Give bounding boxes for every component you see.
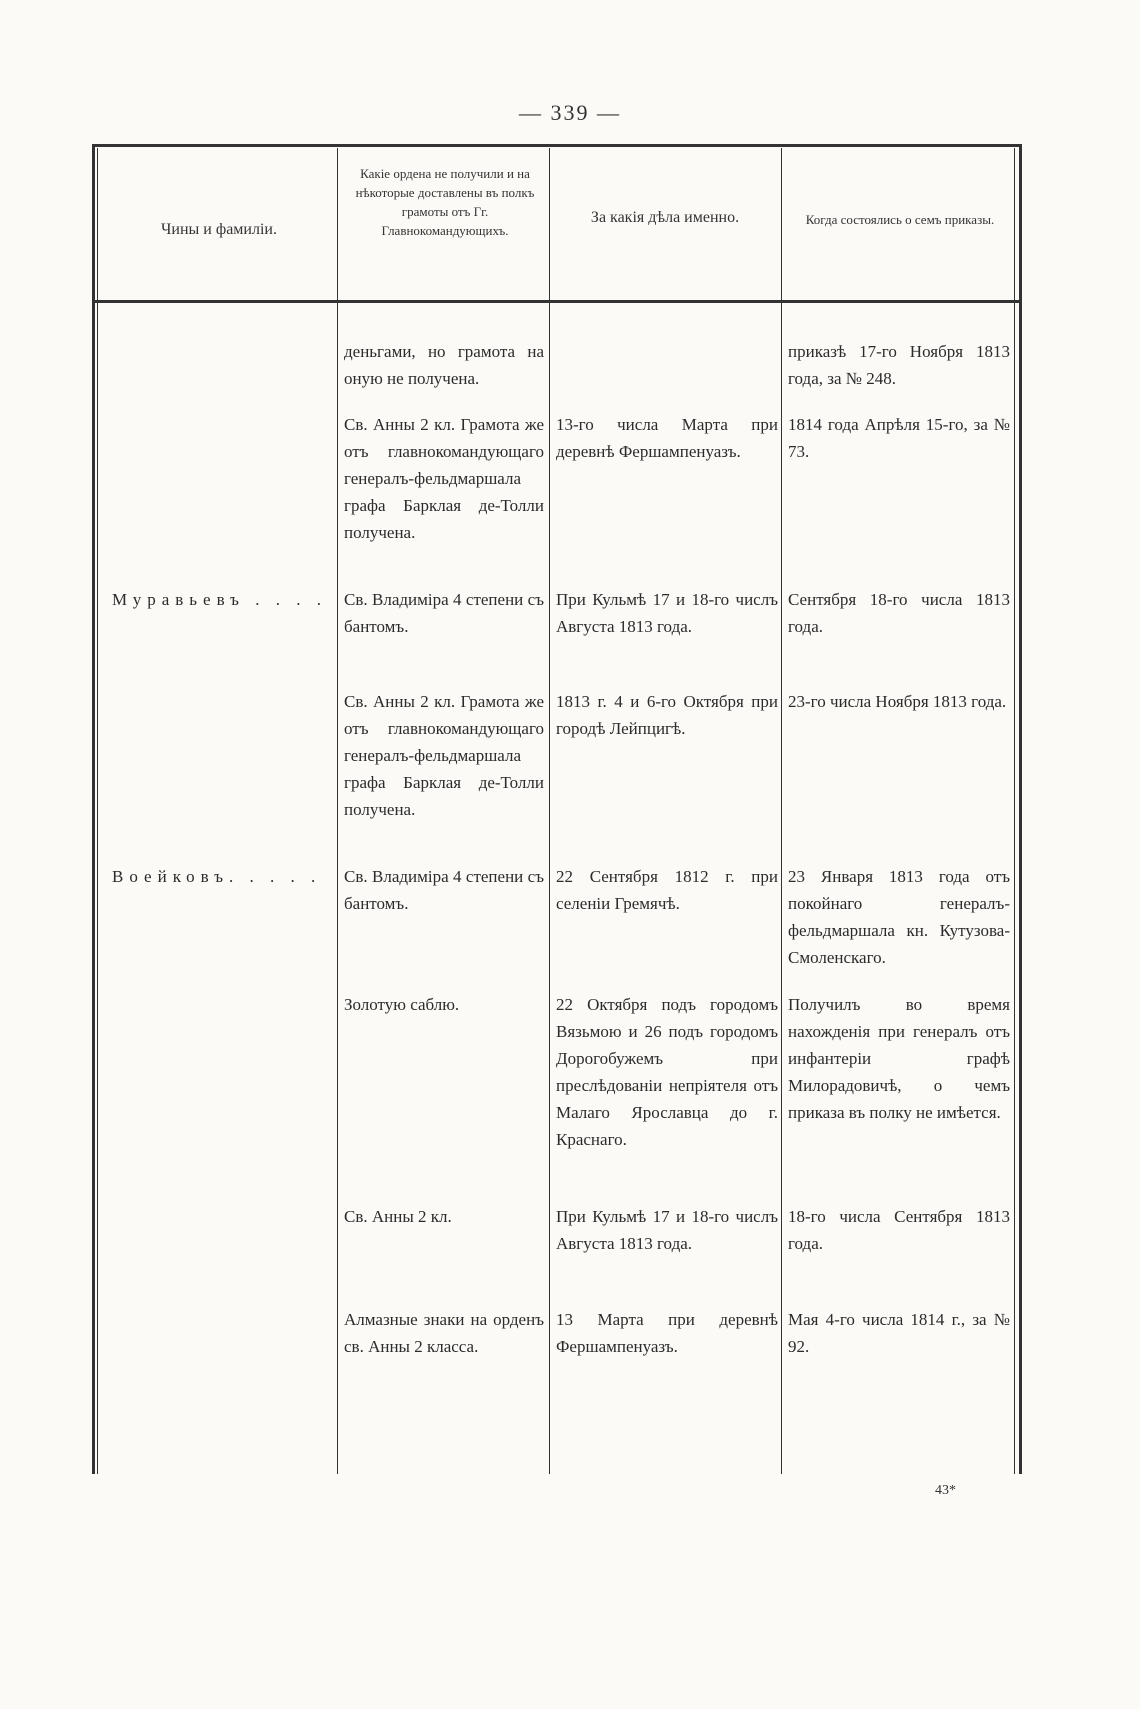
row-5-deed: 22 Октября подъ городомъ Вязьмою и 26 подъ городомъ Дорогобужемъ при преслѣдованіи непріятеля отъ Малаго Ярославца до г. Краснаго. <box>556 995 778 1149</box>
row-7-when: Мая 4-го числа 1814 г., за № 92. <box>788 1310 1010 1356</box>
row-2-name: Муравьевъ . . . . <box>112 590 327 609</box>
row-2-when: Сентября 18-го числа 1813 года. <box>788 590 1010 636</box>
row-1-order: Св. Анны 2 кл. Грамота же отъ главнокомандующаго генералъ-фельдмаршала графа Барклая де-Толли получена. <box>344 415 544 542</box>
table-right-inner-border <box>1014 148 1015 1474</box>
row-5-order: Золотую саблю. <box>344 995 460 1014</box>
header-when: Когда состоялись о семъ приказы. <box>805 212 995 227</box>
col-separator-2 <box>549 148 550 1474</box>
table-top-border <box>92 144 1022 147</box>
header-divider <box>92 300 1022 303</box>
row-7-order: Алмазные знаки на орденъ св. Анны 2 класса. <box>344 1310 544 1356</box>
row-3-when: 23-го числа Ноября 1813 года. <box>788 692 1007 711</box>
row-2-order: Св. Владиміра 4 степени съ бантомъ. <box>344 590 544 636</box>
col-separator-3 <box>781 148 782 1474</box>
col-separator-1 <box>337 148 338 1474</box>
orders-table <box>100 158 1010 1471</box>
row-2-deed: При Кульмѣ 17 и 18-го числъ Августа 1813 года. <box>556 590 778 636</box>
row-0-when: приказѣ 17-го Ноября 1813 года, за № 248. <box>788 342 1010 388</box>
row-3-order: Св. Анны 2 кл. Грамота же отъ главнокомандующаго генералъ-фельдмаршала графа Барклая де-Толли получена. <box>344 692 544 819</box>
row-1-deed: 13-го числа Марта при деревнѣ Фершампенуазъ. <box>556 415 778 461</box>
row-6-deed: При Кульмѣ 17 и 18-го числъ Августа 1813 года. <box>556 1207 778 1253</box>
row-4-order: Св. Владиміра 4 степени съ бантомъ. <box>344 867 544 913</box>
row-6-when: 18-го числа Сентября 1813 года. <box>788 1207 1010 1253</box>
row-4-name: Воейковъ. . . . . <box>112 867 322 886</box>
table-right-border <box>1019 144 1022 1474</box>
row-3-deed: 1813 г. 4 и 6-го Октября при городѣ Лейпцигѣ. <box>556 692 778 738</box>
row-1-when: 1814 года Апрѣля 15-го, за № 73. <box>788 415 1010 461</box>
header-ranks-names: Чины и фамиліи. <box>161 221 277 238</box>
row-7-deed: 13 Марта при деревнѣ Фершампенуазъ. <box>556 1310 778 1356</box>
page-number: — 339 — <box>519 100 621 125</box>
header-orders: Какіе ордена не получили и на нѣкоторые доставлены въ полкъ грамоты отъ Гг. Главнокомандующихъ. <box>355 166 535 238</box>
header-deeds: За какія дѣла именно. <box>590 209 740 226</box>
table-left-inner-border <box>97 148 98 1474</box>
row-4-deed: 22 Сентября 1812 г. при селеніи Гремячѣ. <box>556 867 778 913</box>
row-0-order: деньгами, но грамота на оную не получена. <box>344 342 544 388</box>
printer-signature: 43* <box>935 1483 956 1498</box>
row-5-when: Получилъ во время нахожденія при генералъ отъ инфантеріи графѣ Милорадовичѣ, о чемъ приказа въ полку не имѣется. <box>788 995 1010 1122</box>
table-left-border <box>92 144 95 1474</box>
row-4-when: 23 Января 1813 года отъ покойнаго генералъ-фельдмаршала кн. Кутузова-Смоленскаго. <box>788 867 1010 967</box>
row-6-order: Св. Анны 2 кл. <box>344 1207 452 1226</box>
